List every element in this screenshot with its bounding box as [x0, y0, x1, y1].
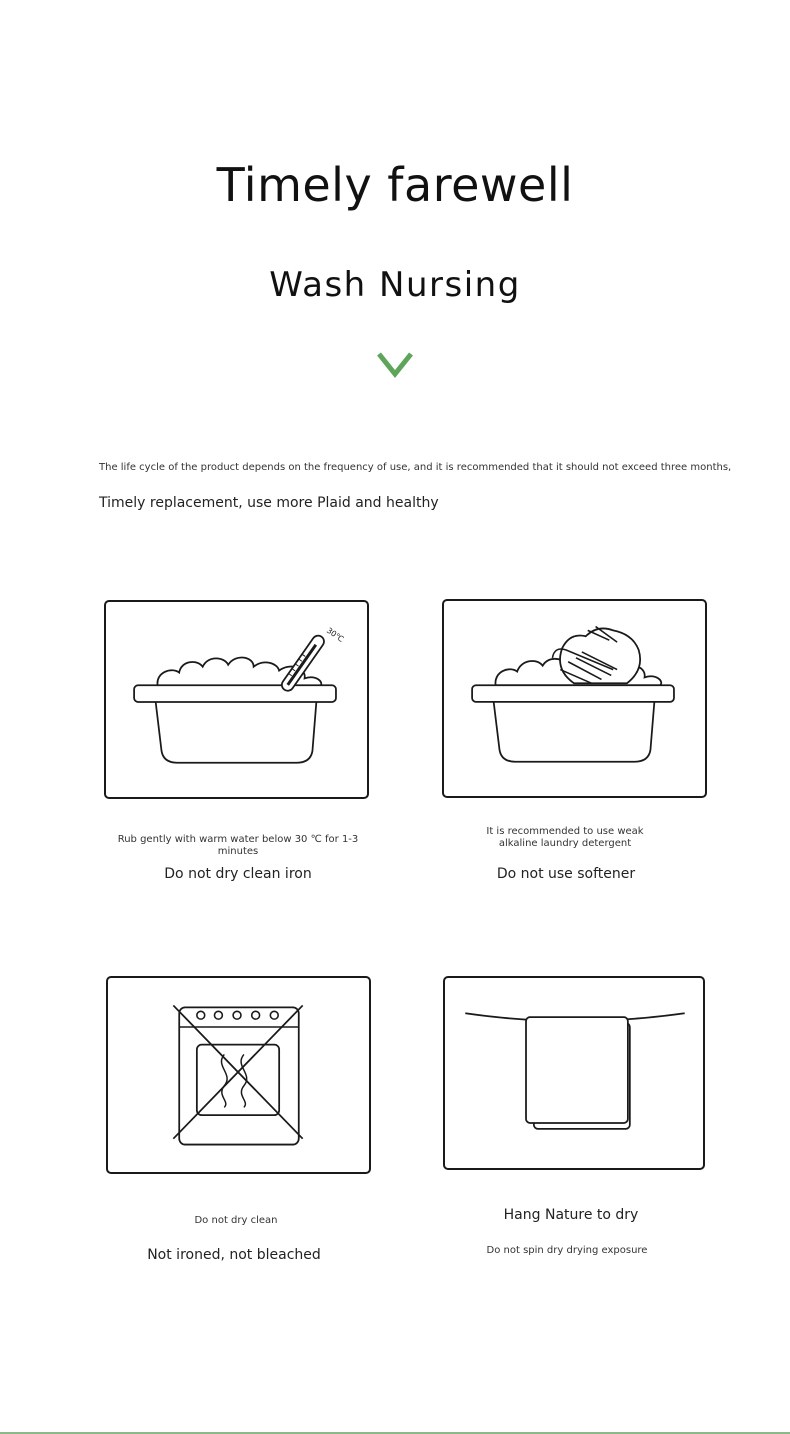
card-1-note: Rub gently with warm water below 30 ℃ for 1-3 minutes [117, 834, 359, 857]
card-3-caption: Not ironed, not bleached [147, 1247, 321, 1263]
card-2-note: It is recommended to use weak alkaline laundry detergent [486, 826, 644, 849]
wash-basin-card [104, 600, 369, 799]
thermometer-label: 30℃ [324, 625, 346, 644]
card-2-caption: Do not use softener [496, 866, 636, 882]
basin-thermometer-icon [106, 602, 367, 797]
page-subtitle: Wash Nursing [269, 265, 521, 305]
card-1-caption: Do not dry clean iron [164, 866, 312, 882]
no-dryer-icon [108, 978, 369, 1172]
detergent-basin-card [442, 599, 707, 798]
intro-subtext: Timely replacement, use more Plaid and healthy [99, 495, 439, 511]
chevron-down-icon [375, 350, 415, 380]
card-4-caption: Hang Nature to dry [503, 1207, 639, 1223]
hang-dry-card [443, 976, 705, 1170]
page-title: Timely farewell [216, 158, 574, 212]
intro-text: The life cycle of the product depends on the frequency of use, and it is recommended that it should not exceed three months, [99, 462, 732, 473]
basin-hands-icon [444, 601, 705, 796]
no-dryer-card [106, 976, 371, 1174]
card-4-note: Do not spin dry drying exposure [486, 1245, 648, 1256]
hang-dry-icon [445, 978, 703, 1168]
card-3-note: Do not dry clean [194, 1215, 278, 1226]
